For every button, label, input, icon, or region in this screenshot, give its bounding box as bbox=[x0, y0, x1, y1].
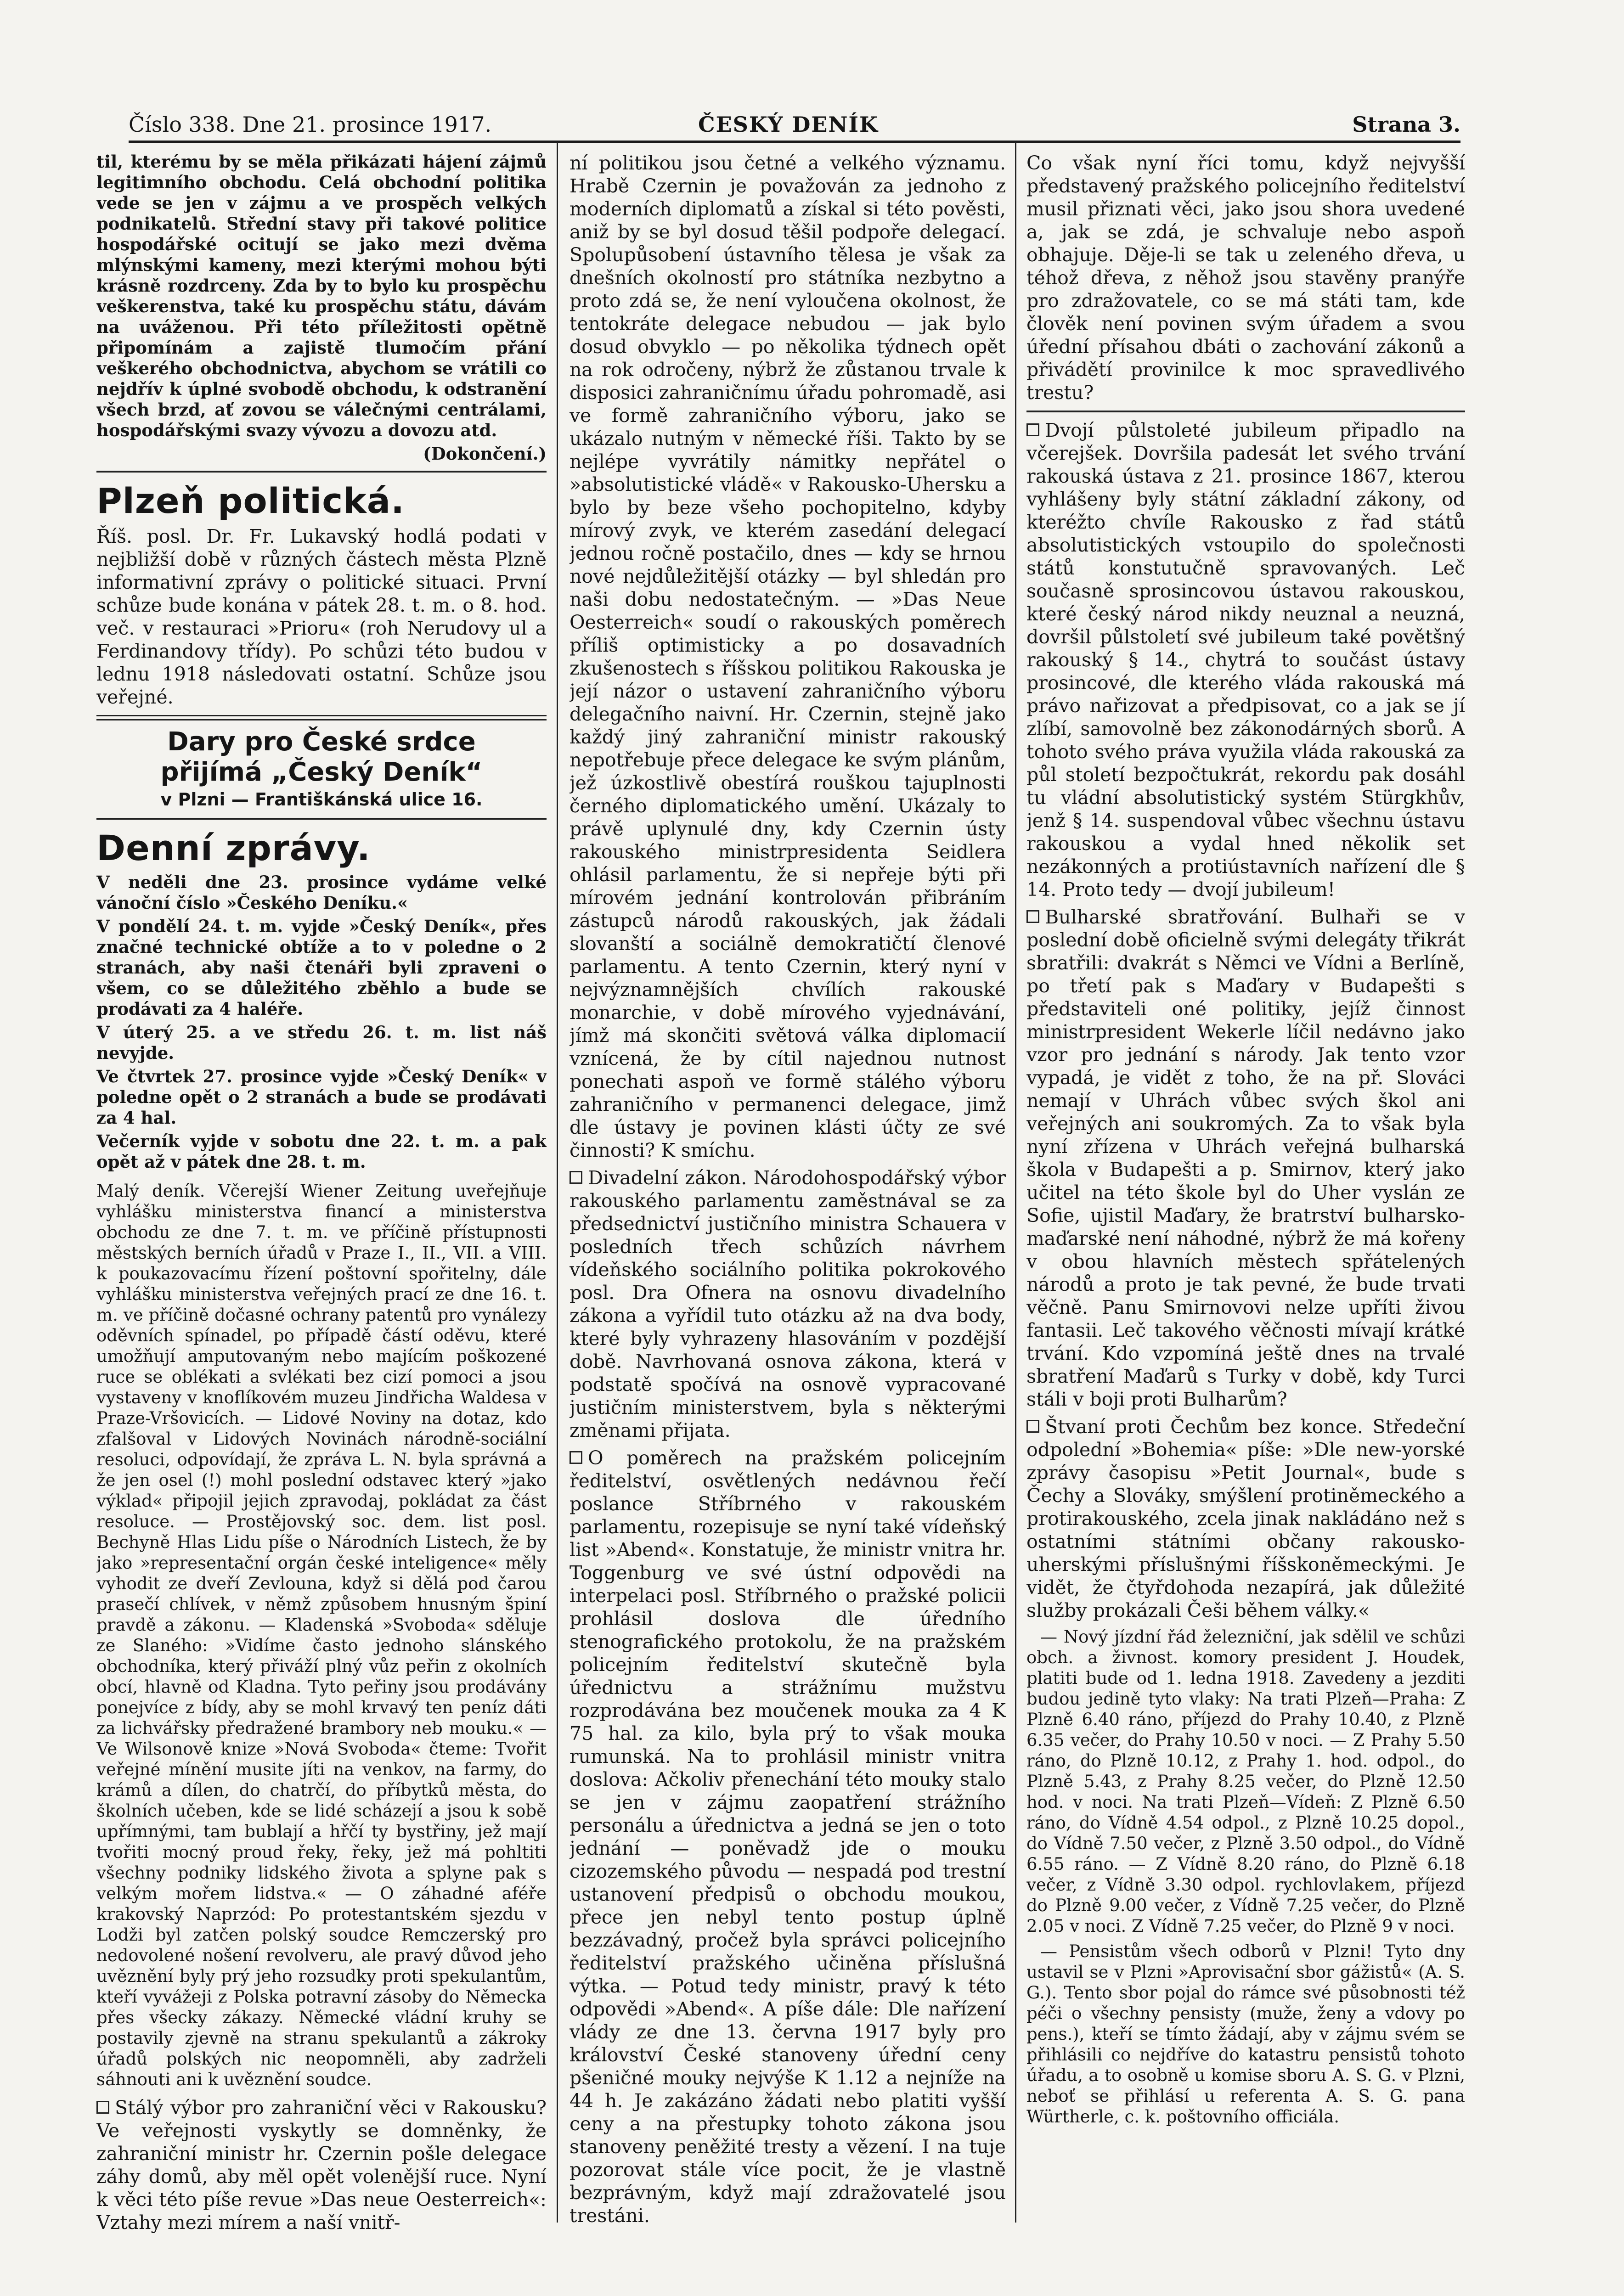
notice-paragraph: V pondělí 24. t. m. vyjde »Český Deník«, přes značné technické obtíže a to v poledne o 2 stranách, aby naši čtenáři byli zpraveni o všem, co se důležitého zběhlo a bude se prodávati za 4 haléře. bbox=[96, 916, 547, 1019]
header-rule bbox=[129, 141, 1460, 143]
column-divider bbox=[1015, 142, 1016, 2223]
section-rule bbox=[96, 818, 547, 820]
masthead-title: ČESKÝ DENÍK bbox=[698, 112, 879, 137]
article-text: Bulharské sbratřování. Bulhaři se v poslední době oficielně svými delegáty třikrát sbratřili: dvakrát s Němci ve Vídni a Berlíně, po třetí pak s Maďary v Budapešti s představiteli oné politiky, jejíž činnost ministrpresident Wekerle líčil nedávno jako vzor pro jednání s národy. Jak tento vzor vypadá, je vidět z toho, že na př. Slováci nemají v Uhrách vůbec svých škol ani veřejných ani soukromých. Za to však byla nyní zřízena v Uhrách veřejná bulharská škola v Budapešti a p. Smirnov, který jako učitel na této škole byl do Uher vyslán ze Sofie, ujistil Maďary, že bratrství bulharsko-maďarské není náhodné, nýbrž že má kořeny v obou hlavních městech spřátelených národů a proto je tak pevné, že bude trvati věčně. Panu Smirnovovi nelze upříti živou fantasii. Leč takového věčnosti mívají krátké trvání. Kdo vzpomíná ještě dnes na trvalé sbratření Maďarů s Turky v době, kdy Turci stáli v boji proti Bulharům? bbox=[1026, 906, 1465, 1410]
maly-denik-article: Malý deník. Včerejší Wiener Zeitung uveřejňuje vyhlášku ministerstva financí a ministerstva obchodu ze dne 7. t. m. ve příčině přístupnosti městských berních úřadů v Praze I., II., VII. a VIII. k poukazovacímu řízení poštovní spořitelny, dále vyhlášku ministerstva veřejných prací ze dne 16. t. m. ve příčině dočasné ochrany patentů pro vynálezy oděvních spínadel, po případě částí oděvu, které umožňují amputovaným nebo majícím poškozené ruce se oblékati a svlékati bez cizí pomoci a jsou vystaveny v knoflíkovém muzeu Jindřicha Waldesa v Praze-Vršovicích. — Lidové Noviny na dotaz, kdo zfalšoval v Lidových Novinách národně-sociální resoluci, odpovídají, že zpráva L. N. byla správná a že jen osel (!) mohl poslední odstavec který »jako výklad« připojil jejich zpravodaj, pokládat za část resoluce. — Prostějovský soc. dem. list posl. Bechyně Hlas Lidu píše o Národních Listech, že by jako »representační orgán české inteligence« měly vyhodit ze dveří Zevlouna, když si dělá pod čarou prasečí chlívek, v němž způsobem hnusným špiní pravdě a zákonu. — Kladenská »Svoboda« sděluje ze Slaného: »Vidíme často jednoho slánského obchodníka, který přiváží plný vůz peřin z okolních obcí, hlavně od Kladna. Tyto peřiny jsou prodávány ponejvíce z bídy, aby se mohl krvavý ten peníz dáti za lichvářsky předražené brambory neb mouku.« — Ve Wilsonově knize »Nová Svoboda« čteme: Tvořit veřejné mínění musite jíti na venkov, na farmy, do krámů a dílen, do chatrčí, do příbytků města, do školních učeben, kde se lidé scházejí a jsou k sobě upřímnými, tam bublají a hřčí ty bystřiny, jež mají tvořiti mocný proud řeky, řeky, jež má pohltiti všechny podniky lidského života a splyne pak s velkým mořem lidstva.« — O záhadné aféře krakovský Naprzód: Po protestantském sjezdu v Lodži byl zatčen polský soudce Remczerský pro nedovolené nošení revolveru, ale pravý důvod jeho uvěznění byly prý jeho rozsudky proti spekulantům, kteří vyvážeji z Polska potravní zásoby do Německa přes všecky zákazy. Německé vládní kruhy se postavily zjevně na stranu spekulantů a zákroky úřadů polských nic neopomněli, aby zadrželi sáhnouti ani k uvěznění soudce. bbox=[96, 1181, 547, 2089]
article-text: Dvojí půlstoleté jubileum připadlo na včerejšek. Dovršila padesát let svého trvání rakouská ústava z 21. prosince 1867, kterou vyhlášeny byly státní základní zákony, od kteréžto chvíle Rakousko z řad států absolutistických vstoupilo do společnosti států konstutučně spravovaných. Leč současně sprosincovou ústavou rakouskou, které český národ nikdy neuznal a neuzná, dovršil půlstoletí své jubileum také povětšný rakouský § 14., chytrá to součást ústavy prosincové, dle kterého vláda rakouská má právo nařizovat a předpisovat, co a jak se jí zlíbí, samovolně bez zákonodárných sborů. A tohoto svého práva využila vláda rakouská za půl století bezpočtukrát, rekordu pak dosáhl tu vládní absolutistický systém Stürgkhův, jenž § 14. suspendoval vůbec všechnu ústavu rakouskou a vydal hned několik set nezákonných a protiústavních nařízení dle § 14. Proto tedy — dvojí jubileum! bbox=[1026, 419, 1465, 900]
column-2 bbox=[570, 152, 1006, 2245]
section-rule bbox=[1026, 411, 1465, 412]
article-continuation: Co však nyní říci tomu, když nejvyšší představený pražského policejního ředitelství musil přiznati věci, jako jsou shora uvedené a, jak se zdá, je schvaluje nebo aspoň obhajuje. Děje-li se tak u zeleného dřeva, u téhož dřeva, z něhož jsou stavěny pranýře pro zdražovatele, co se má státi tam, kde člověk není povinen svým úřadem a svou úřední přísahou dbáti o zachování zákonů a přivádětí provinilce k moc spravedlivého trestu? bbox=[1026, 152, 1465, 404]
section-rule bbox=[96, 715, 547, 720]
dary-line-3: v Plzni — Františkánská ulice 16. bbox=[160, 789, 483, 810]
square-bullet-icon bbox=[96, 2101, 109, 2114]
article-jubileum bbox=[1026, 419, 1465, 901]
square-bullet-icon bbox=[1026, 423, 1039, 436]
article-text: O poměrech na pražském policejním ředitelství, osvětlených nedávnou řečí poslance Stříbrného v rakouském parlamentu, rozepisuje se nyní také vídeňský list »Abend«. Konstatuje, že ministr vnitra hr. Toggenburg ve své ústní odpovědi na interpelaci posl. Stříbrného o pražské policii prohlásil doslova dle úředního stenografického protokolu, že na pražském policejním ředitelství skutečně byla úřednictvu a strážnímu mužstvu rozprodávána bez moučenek mouka za 4 K 75 hal. za kilo, byla prý to však mouka rumunská. Na to prohlásil ministr vnitra doslova: Ačkoliv přenechání této mouky stalo se jen v zájmu zaopatření strážního personálu a úřednictva a jedná se jen o toto jednání — poněvadž jde o mouku cizozemského původu — nespadá pod trestní ustanovení předpisů o obchodu moukou, přece jen nebyl tento postup úplně bezzávadný, pročež byla správci policejního ředitelství pražského učiněna příslušná výtka. — Potud tedy ministr, pravý k této odpovědi »Abend«. A píše dále: Dle nařízení vlády ze dne 13. června 1917 byly pro království České stanoveny úřední ceny pšeničné mouky nejvýše K 1.12 a nejníže na 44 h. Je zakázáno žádati nebo platiti vyšší ceny a na přestupky tohoto zákona jsou stanoveny peněžité tresty a vězení. I na tuje pozorovat stále více pocit, že je vlastně bezprávným, když mají zdražovatelé jsou trestáni. bbox=[570, 1447, 1006, 2227]
article-staly-vybor bbox=[96, 2096, 547, 2234]
article-jizdni-rad: — Nový jízdní řád železniční, jak sdělil ve schůzi obch. a živnost. komory president J. Houdek, platiti bude od 1. ledna 1918. Zavedeny a jezditi budou jedině tyto vlaky: Na trati Plzeň—Praha: Z Plzně 6.40 ráno, příjezd do Prahy 10.40, z Plzně 6.35 večer, do Prahy 10.50 v noci. — Z Prahy 5.50 ráno, do Plzně 10.12, z Prahy 1. hod. odpol., do Plzně 5.43, z Prahy 8.25 večer, do Plzně 12.50 hod. v noci. Na trati Plzeň—Vídeň: Z Plzně 6.50 ráno, do Vídně 4.54 odpol., z Plzně 10.25 dopol., do Vídně 7.50 večer, z Plzně 3.50 odpol., do Vídně 6.55 ráno. — Z Vídně 8.20 ráno, do Plzně 6.18 večer, z Vídně 3.30 odpol. rychlovlakem, příjezd do Plzně 9.00 večer, z Vídně 7.25 večer, do Plzně 2.05 v noci. Z Vídně 7.25 večer, do Plzně 9 v noci. bbox=[1026, 1627, 1465, 1936]
page-header bbox=[129, 108, 1460, 141]
article-text: Stálý výbor pro zahraniční věci v Rakousku? Ve veřejnosti vyskytly se domněnky, že zahraniční ministr hr. Czernin pošle delegace záhy domů, aby měl opět volenější ruce. Nyní k věci této píše revue »Das neue Oesterreich«: Vztahy mezi mírem a naší vnitř- bbox=[96, 2097, 547, 2234]
notice-paragraph: Ve čtvrtek 27. prosince vyjde »Český Deník« v poledne opět o 2 stranách a bude se prodávati za 4 hal. bbox=[96, 1066, 547, 1128]
continued-article-text: til, kterému by se měla přikázati hájení zájmů legitimního obchodu. Celá obchodní politika vede se jen v zájmu a ve prospěch velkých podnikatelů. Střední stavy při takové politice hospodářské ocitují se jako mezi dvěma mlýnskými kameny, mezi kterými mohou býti krásně rozdrceny. Zda by to bylo ku prospěchu veškerenstva, také ku prospěchu státu, dávám na uváženou. Při této příležitosti opětně připomínám a zajistě tlumočím přání veškerého obchodnictva, abychom se vrátili co nejdřív k úplné svobodě obchodu, k odstranění všech brzd, ať zovou se válečnými centrálami, hospodářskými svazy vývozu a dovozu atd. bbox=[96, 152, 547, 440]
article-pensistum: — Pensistům všech odborů v Plzni! Tyto dny ustavil se v Plzni »Aprovisační sbor gážistů« (A. S. G.). Tento sbor pojal do rámce své působnosti též péči o všechny pensisty (muže, ženy a vdovy po pens.), kteří se tímto žádají, aby v zájmu svém se přihlásili co nejdříve do katastru pensistů tohoto úřadu, a to osobně u komise sboru A. S. G. v Plzni, neboť se přihlásí u referenta A. S. G. pana Würtherle, c. k. poštovního officiála. bbox=[1026, 1941, 1465, 2127]
article-text: Divadelní zákon. Národohospodářský výbor rakouského parlamentu zaměstnával se za předsednictví justičního ministra Schauera v posledních třech schůzích návrhem vídeňského sociálního politika pokrokového posl. Dra Ofnera na osnovu divadelního zákona a vyřídil tuto otázku až na dva body, které byly vyhrazeny hlasováním v pozdější době. Navrhovaná osnova zákona, která v podstatě spočívá na osnově vypracované justičním ministerstvem, byla s některými změnami přijata. bbox=[570, 1167, 1006, 1441]
article-bulharske bbox=[1026, 906, 1465, 1411]
square-bullet-icon bbox=[1026, 910, 1039, 923]
column-divider bbox=[557, 142, 558, 2223]
article-continuation: ní politikou jsou četné a velkého významu. Hrabě Czernin je považován za jednoho z moderních diplomatů a získal si této pověsti, aniž by se byl dosud těšil podpoře delegací. Spolupůsobení ústavního tělesa je však za dnešních okolností pro státníka nezbytno a proto zdá se, že není vyloučena okolnost, že tentokráte delegace nebudou — jak bylo dosud obvyklo — po několika týdnech opět na rok odročeny, nýbrž že zůstanou trvale k disposici zahraničnímu úřadu pohromadě, asi ve formě zahraničního výboru, jako se ukázalo nutným v německé říši. Takto by se nejlépe vyvrátily námitky nepřátel o »absolutistické vládě« v Rakousko-Uhersku a bylo by beze všeho pochopitelno, kdyby mírový zvyk, ve kterém zasedání delegací jednou ročně postačilo, dnes — kdy se hrnou nové nejdůležitější otázky — byl shledán pro naši dobu nedostatečným. — »Das Neue Oesterreich« soudí o rakouských poměrech příliš optimisticky a po dosavadních zkušenostech s říšskou politikou Rakouska je její názor o ustavení zahraničního výboru delegačního naivní. Hr. Czernin, stejně jako každý jiný zahraniční ministr rakouský nepotřebuje přece delegace ke svým plánům, jež úzkostlivě obestírá rouškou tajuplnosti černého diplomatického umění. Ukázaly to právě uplynulé dny, kdy Czernin ústy rakouského ministrpresidenta Seidlera ohlásil parlamentu, že si nepřeje býti při mírovém jednání kontrolován přibráním zástupců národů rakouských, jak žádali slovanští a sociálně demokratičtí členové parlamentu. A tento Czernin, který nyní v nejvýznamnějších chvílích rakouské monarchie, v době mírového vyjednávání, jímž má skončiti světová válka diplomacií vznícená, že by cítil najednou nutnost ponechati aspoň ve formě stálého výboru zahraničního v permanenci delegace, jimž dle ústavy je povinen klásti účty ze své činnosti? K smíchu. bbox=[570, 152, 1006, 1161]
dary-box bbox=[96, 727, 547, 811]
article-stvani bbox=[1026, 1415, 1465, 1622]
page-number: Strana 3. bbox=[1352, 112, 1460, 137]
column-1 bbox=[96, 152, 547, 2245]
column-3 bbox=[1026, 152, 1465, 2245]
square-bullet-icon bbox=[570, 1451, 582, 1464]
notice-paragraph: V neděli dne 23. prosince vydáme velké vánoční číslo »Českého Deníku.« bbox=[96, 872, 547, 913]
dary-line-1: Dary pro České srdce bbox=[167, 727, 476, 757]
issue-date: Číslo 338. Dne 21. prosince 1917. bbox=[129, 112, 492, 137]
article-policie bbox=[570, 1446, 1006, 2227]
square-bullet-icon bbox=[1026, 1420, 1039, 1433]
section-heading-denni: Denní zprávy. bbox=[96, 827, 371, 868]
article-text: Štvaní proti Čechům bez konce. Středeční odpolední »Bohemia« píše: »Dle new-yorské zprávy časopisu »Petit Journal«, bude s Čechy a Slováky, smýšlení protiněmeckého a protirakouského, zcela jinak nakládáno než s ostatními státními občany rakousko-uherskými příslušnými říšskoněmeckými. Je vidět, že čtyřdohoda nezapírá, jak důležité služby prokázali Češi během války.« bbox=[1026, 1416, 1465, 1621]
section-rule bbox=[96, 471, 547, 473]
section-heading-plzen: Plzeň politická. bbox=[96, 480, 405, 521]
notice-paragraph: Večerník vyjde v sobotu dne 22. t. m. a pak opět až v pátek dne 28. t. m. bbox=[96, 1131, 547, 1172]
plzen-article: Říš. posl. Dr. Fr. Lukavský hodlá podati v nejbližší době v různých částech města Plzně informativní zprávy o politické situaci. První schůze bude konána v pátek 28. t. m. o 8. hod. več. v restauraci »Prioru« (roh Nerudovy ul a Ferdinandovy třídy). Po schůzi této budou v lednu 1918 následovati ostatní. Schůze jsou veřejné. bbox=[96, 525, 547, 708]
square-bullet-icon bbox=[570, 1171, 582, 1184]
article-divadelni-zakon bbox=[570, 1166, 1006, 1442]
continued-article-sign: (Dokončení.) bbox=[423, 444, 547, 464]
dary-line-2: přijímá „Český Deník“ bbox=[160, 757, 483, 787]
notice-paragraph: V úterý 25. a ve středu 26. t. m. list náš nevyjde. bbox=[96, 1022, 547, 1063]
